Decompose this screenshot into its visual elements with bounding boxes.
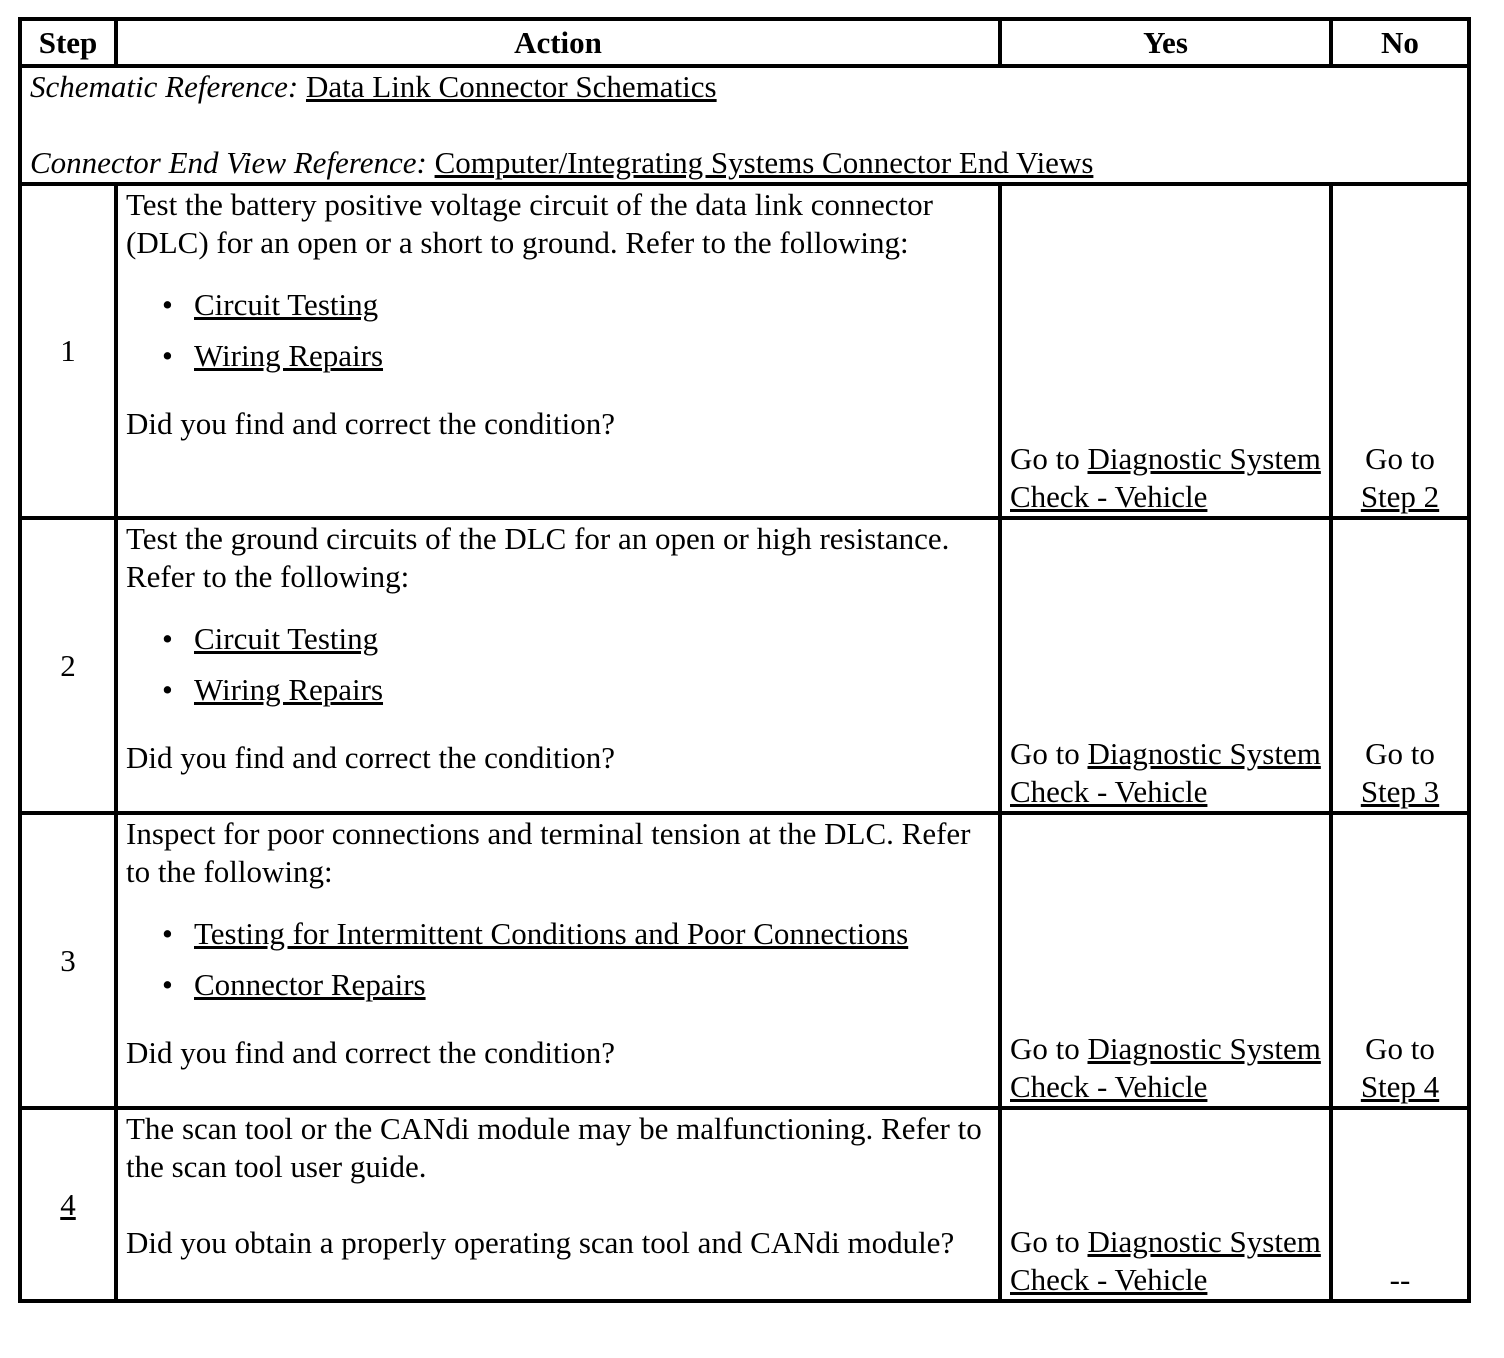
step-row-1	[20, 184, 1469, 518]
step-4-link[interactable]: Step 4	[1360, 1069, 1440, 1104]
no-cell	[1331, 518, 1469, 813]
header-no: No	[1331, 19, 1469, 66]
step-3-link[interactable]: Step 3	[1360, 774, 1440, 809]
go-to-text: Go to	[1365, 441, 1435, 476]
header-row	[20, 19, 1469, 66]
header-action: Action	[116, 19, 1000, 66]
reference-row	[20, 66, 1469, 184]
step-number: 2	[20, 518, 116, 813]
list-item	[194, 915, 990, 953]
wiring-repairs-link[interactable]: Wiring Repairs	[194, 338, 384, 373]
go-to-text: Go to	[1365, 1031, 1435, 1066]
circuit-testing-link[interactable]: Circuit Testing	[194, 621, 379, 656]
action-text: The scan tool or the CANdi module may be malfunctioning. Refer to the scan tool user guide.	[126, 1111, 982, 1184]
no-cell	[1331, 184, 1469, 518]
go-to-text: Go to	[1010, 736, 1080, 771]
go-to-text: Go to	[1010, 441, 1080, 476]
circuit-testing-link[interactable]: Circuit Testing	[194, 287, 379, 322]
step-row-2	[20, 518, 1469, 813]
yes-cell	[1000, 518, 1331, 813]
list-item	[194, 620, 990, 658]
no-result-text: --	[1389, 1262, 1411, 1297]
intermittent-conditions-link[interactable]: Testing for Intermittent Conditions and Poor Connections	[194, 916, 909, 951]
yes-cell	[1000, 813, 1331, 1108]
connector-reference-label: Connector End View Reference:	[30, 145, 427, 180]
step-row-3	[20, 813, 1469, 1108]
action-question: Did you find and correct the condition?	[126, 406, 615, 441]
wiring-repairs-link[interactable]: Wiring Repairs	[194, 672, 384, 707]
yes-cell	[1000, 1108, 1331, 1301]
step-row-4	[20, 1108, 1469, 1301]
list-item	[194, 337, 990, 375]
diagnostic-system-check-link[interactable]: Diagnostic System Check - Vehicle	[1010, 736, 1321, 809]
list-item	[194, 286, 990, 324]
header-yes: Yes	[1000, 19, 1331, 66]
go-to-text: Go to	[1365, 736, 1435, 771]
diagnostic-system-check-link[interactable]: Diagnostic System Check - Vehicle	[1010, 1031, 1321, 1104]
diagnostic-system-check-link[interactable]: Diagnostic System Check - Vehicle	[1010, 441, 1321, 514]
step-number: 3	[20, 813, 116, 1108]
connector-reference	[30, 144, 1459, 182]
action-cell	[116, 184, 1000, 518]
action-question: Did you find and correct the condition?	[126, 740, 615, 775]
no-cell	[1331, 813, 1469, 1108]
reference-list	[126, 286, 990, 375]
go-to-text: Go to	[1010, 1031, 1080, 1066]
schematic-reference	[30, 68, 1459, 106]
header-step: Step	[20, 19, 116, 66]
action-cell	[116, 813, 1000, 1108]
diagnostic-table	[18, 17, 1471, 1303]
action-text: Test the ground circuits of the DLC for an open or high resistance. Refer to the following:	[126, 521, 950, 594]
list-item	[194, 966, 990, 1004]
action-question: Did you obtain a properly operating scan tool and CANdi module?	[126, 1225, 955, 1260]
schematic-reference-label: Schematic Reference:	[30, 69, 299, 104]
step-4-number-link[interactable]: 4	[60, 1186, 76, 1222]
go-to-text: Go to	[1010, 1224, 1080, 1259]
no-cell	[1331, 1108, 1469, 1301]
action-cell	[116, 1108, 1000, 1301]
action-cell	[116, 518, 1000, 813]
action-question: Did you find and correct the condition?	[126, 1035, 615, 1070]
step-2-link[interactable]: Step 2	[1360, 479, 1440, 514]
list-item	[194, 671, 990, 709]
step-number-cell	[20, 1108, 116, 1301]
connector-reference-link[interactable]: Computer/Integrating Systems Connector End Views	[434, 145, 1094, 180]
reference-cell	[20, 66, 1469, 184]
diagnostic-system-check-link[interactable]: Diagnostic System Check - Vehicle	[1010, 1224, 1321, 1297]
action-text: Inspect for poor connections and terminal tension at the DLC. Refer to the following:	[126, 816, 971, 889]
schematic-reference-link[interactable]: Data Link Connector Schematics	[305, 69, 717, 104]
reference-list	[126, 620, 990, 709]
yes-cell	[1000, 184, 1331, 518]
connector-repairs-link[interactable]: Connector Repairs	[194, 967, 426, 1002]
action-text: Test the battery positive voltage circuit of the data link connector (DLC) for an open or a short to ground. Refer to the following:	[126, 187, 933, 260]
step-number: 1	[20, 184, 116, 518]
reference-list	[126, 915, 990, 1004]
